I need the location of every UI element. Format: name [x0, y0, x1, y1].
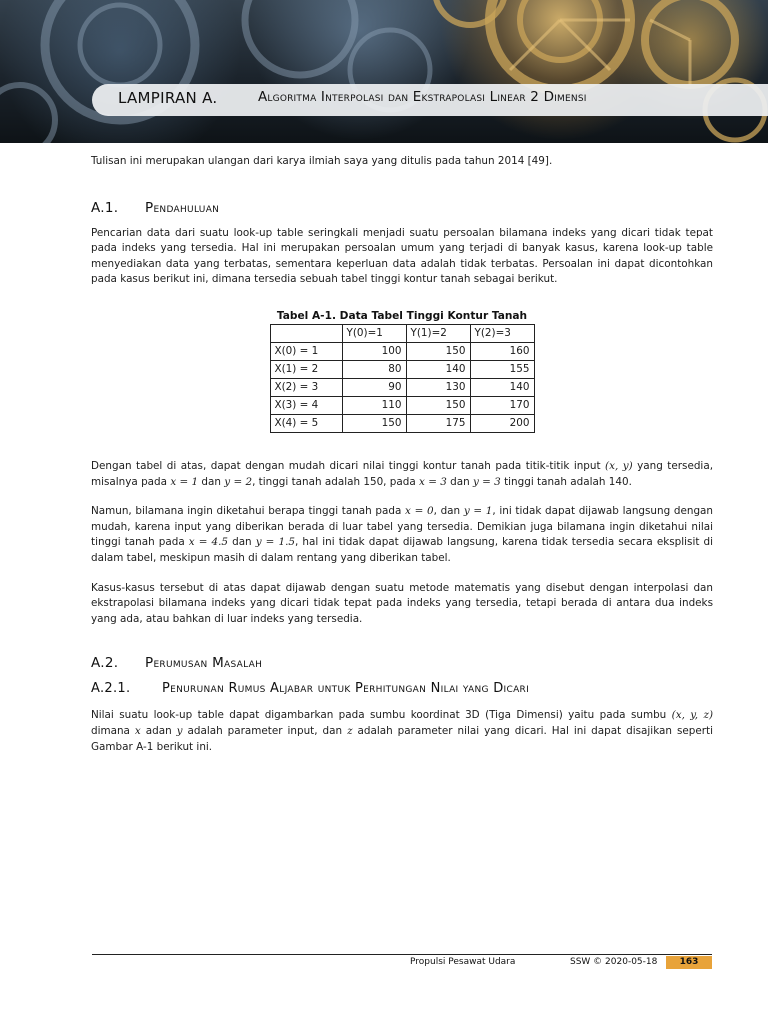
table-cell: 130 [406, 378, 470, 396]
section-number: A.1. [91, 199, 119, 216]
footer-author-date: SSW © 2020-05-18 [570, 957, 658, 967]
table-column-header: Y(0)=1 [342, 324, 406, 342]
chapter-label: LAMPIRAN A. [118, 89, 218, 107]
table-cell: 175 [406, 414, 470, 432]
intro-paragraph: Tulisan ini merupakan ulangan dari karya ilmiah saya yang ditulis pada tahun 2014 [49]. [91, 155, 553, 167]
table-row-header: X(3) = 4 [270, 396, 342, 414]
subsection-heading [91, 681, 713, 696]
table-row [270, 414, 534, 432]
table-cell: 110 [342, 396, 406, 414]
section-number: A.2. [91, 655, 119, 672]
table-caption: Tabel A-1. Data Tabel Tinggi Kontur Tanah [276, 309, 528, 322]
contour-table [270, 324, 535, 433]
table-cell: 155 [470, 360, 534, 378]
table-column-header: Y(1)=2 [406, 324, 470, 342]
section-title: Pendahuluan [145, 199, 220, 216]
chapter-title: Algoritma Interpolasi dan Ekstrapolasi Linear 2 Dimensi [258, 89, 587, 105]
gears-image [0, 0, 768, 143]
table-row-header: X(2) = 3 [270, 378, 342, 396]
table-cell: 140 [470, 378, 534, 396]
section-heading-pendahuluan [91, 200, 713, 216]
paragraph-pendahuluan-2: Dengan tabel di atas, dapat dengan mudah dicari nilai tinggi kontur tanah pada titik-titik input (x, y) yang tersedia, misalnya pada x = 1 dan y = 2, tinggi tanah adalah 150, pada x = 3 dan y = 3 tinggi tanah adalah 140. [91, 459, 713, 488]
table-header-row [270, 324, 534, 342]
paragraph-pendahuluan-1: Pencarian data dari suatu look-up table seringkali menjadi suatu persoalan bilamana indeks yang dicari tidak tepat pada indeks yang tersedia. Hal ini merupakan persoalan umum yang terjadi di banyak kasus, karena look-up table menyediakan data yang terbatas, sementara keperluan data adalah tidak terbatas. Persoalan ini dapat dicontohkan pada kasus berikut ini, dimana tersedia sebuah tabel tinggi kontur tanah sebagai berikut. [91, 226, 713, 286]
header-banner [0, 0, 768, 143]
page-content [91, 150, 713, 755]
table-cell: 80 [342, 360, 406, 378]
table-cell: 100 [342, 342, 406, 360]
table-cell: 160 [470, 342, 534, 360]
paragraph-pendahuluan-4: Kasus-kasus tersebut di atas dapat dijawab dengan suatu metode matematis yang disebut dengan interpolasi dan ekstrapolasi bilamana indeks yang dicari tidak tepat pada indeks yang tersedia, tetapi berada di antara dua indeks yang ada, atau bahkan di luar indeks yang tersedia. [91, 581, 713, 625]
footer-rule [92, 954, 712, 955]
page-number: 163 [666, 956, 712, 969]
table-cell: 150 [406, 342, 470, 360]
table-row [270, 396, 534, 414]
paragraph-perumusan-1: Nilai suatu look-up table dapat digambarkan pada sumbu koordinat 3D (Tiga Dimensi) yaitu pada sumbu (x, y, z) dimana x adan y adalah parameter input, dan z adalah parameter nilai yang dicari. Hal ini dapat disajikan seperti Gambar A-1 berikut ini. [91, 709, 713, 753]
table-cell: 150 [342, 414, 406, 432]
table-row-header: X(4) = 5 [270, 414, 342, 432]
table-cell: 200 [470, 414, 534, 432]
table-row [270, 378, 534, 396]
chapter-title-bar [92, 84, 768, 116]
table-column-header: Y(2)=3 [470, 324, 534, 342]
table-cell: 90 [342, 378, 406, 396]
table-row [270, 342, 534, 360]
subsection-title: Penurunan Rumus Aljabar untuk Perhitungan Nilai yang Dicari [162, 681, 530, 697]
table-block [91, 310, 713, 433]
table-row [270, 360, 534, 378]
table-cell: 140 [406, 360, 470, 378]
section-heading-perumusan [91, 655, 713, 671]
paragraph-pendahuluan-3: Namun, bilamana ingin diketahui berapa tinggi tanah pada x = 0, dan y = 1, ini tidak dapat dijawab langsung dengan mudah, karena input yang diberikan berada di luar tabel yang tersedia. Demikian juga bilamana ingin diketahui nilai tinggi tanah pada x = 4.5 dan y = 1.5, hal ini tidak dapat dijawab langsung, karena tidak tersedia secara eksplisit di dalam tabel, meskipun masih di dalam rentang yang diberikan tabel. [91, 505, 713, 564]
subsection-number: A.2.1. [91, 681, 131, 697]
footer-book-title: Propulsi Pesawat Udara [410, 957, 516, 967]
table-row-header: X(1) = 2 [270, 360, 342, 378]
table-row-header: X(0) = 1 [270, 342, 342, 360]
table-cell: 150 [406, 396, 470, 414]
section-title: Perumusan Masalah [145, 655, 263, 672]
table-cell: 170 [470, 396, 534, 414]
table-corner-cell [270, 324, 342, 342]
